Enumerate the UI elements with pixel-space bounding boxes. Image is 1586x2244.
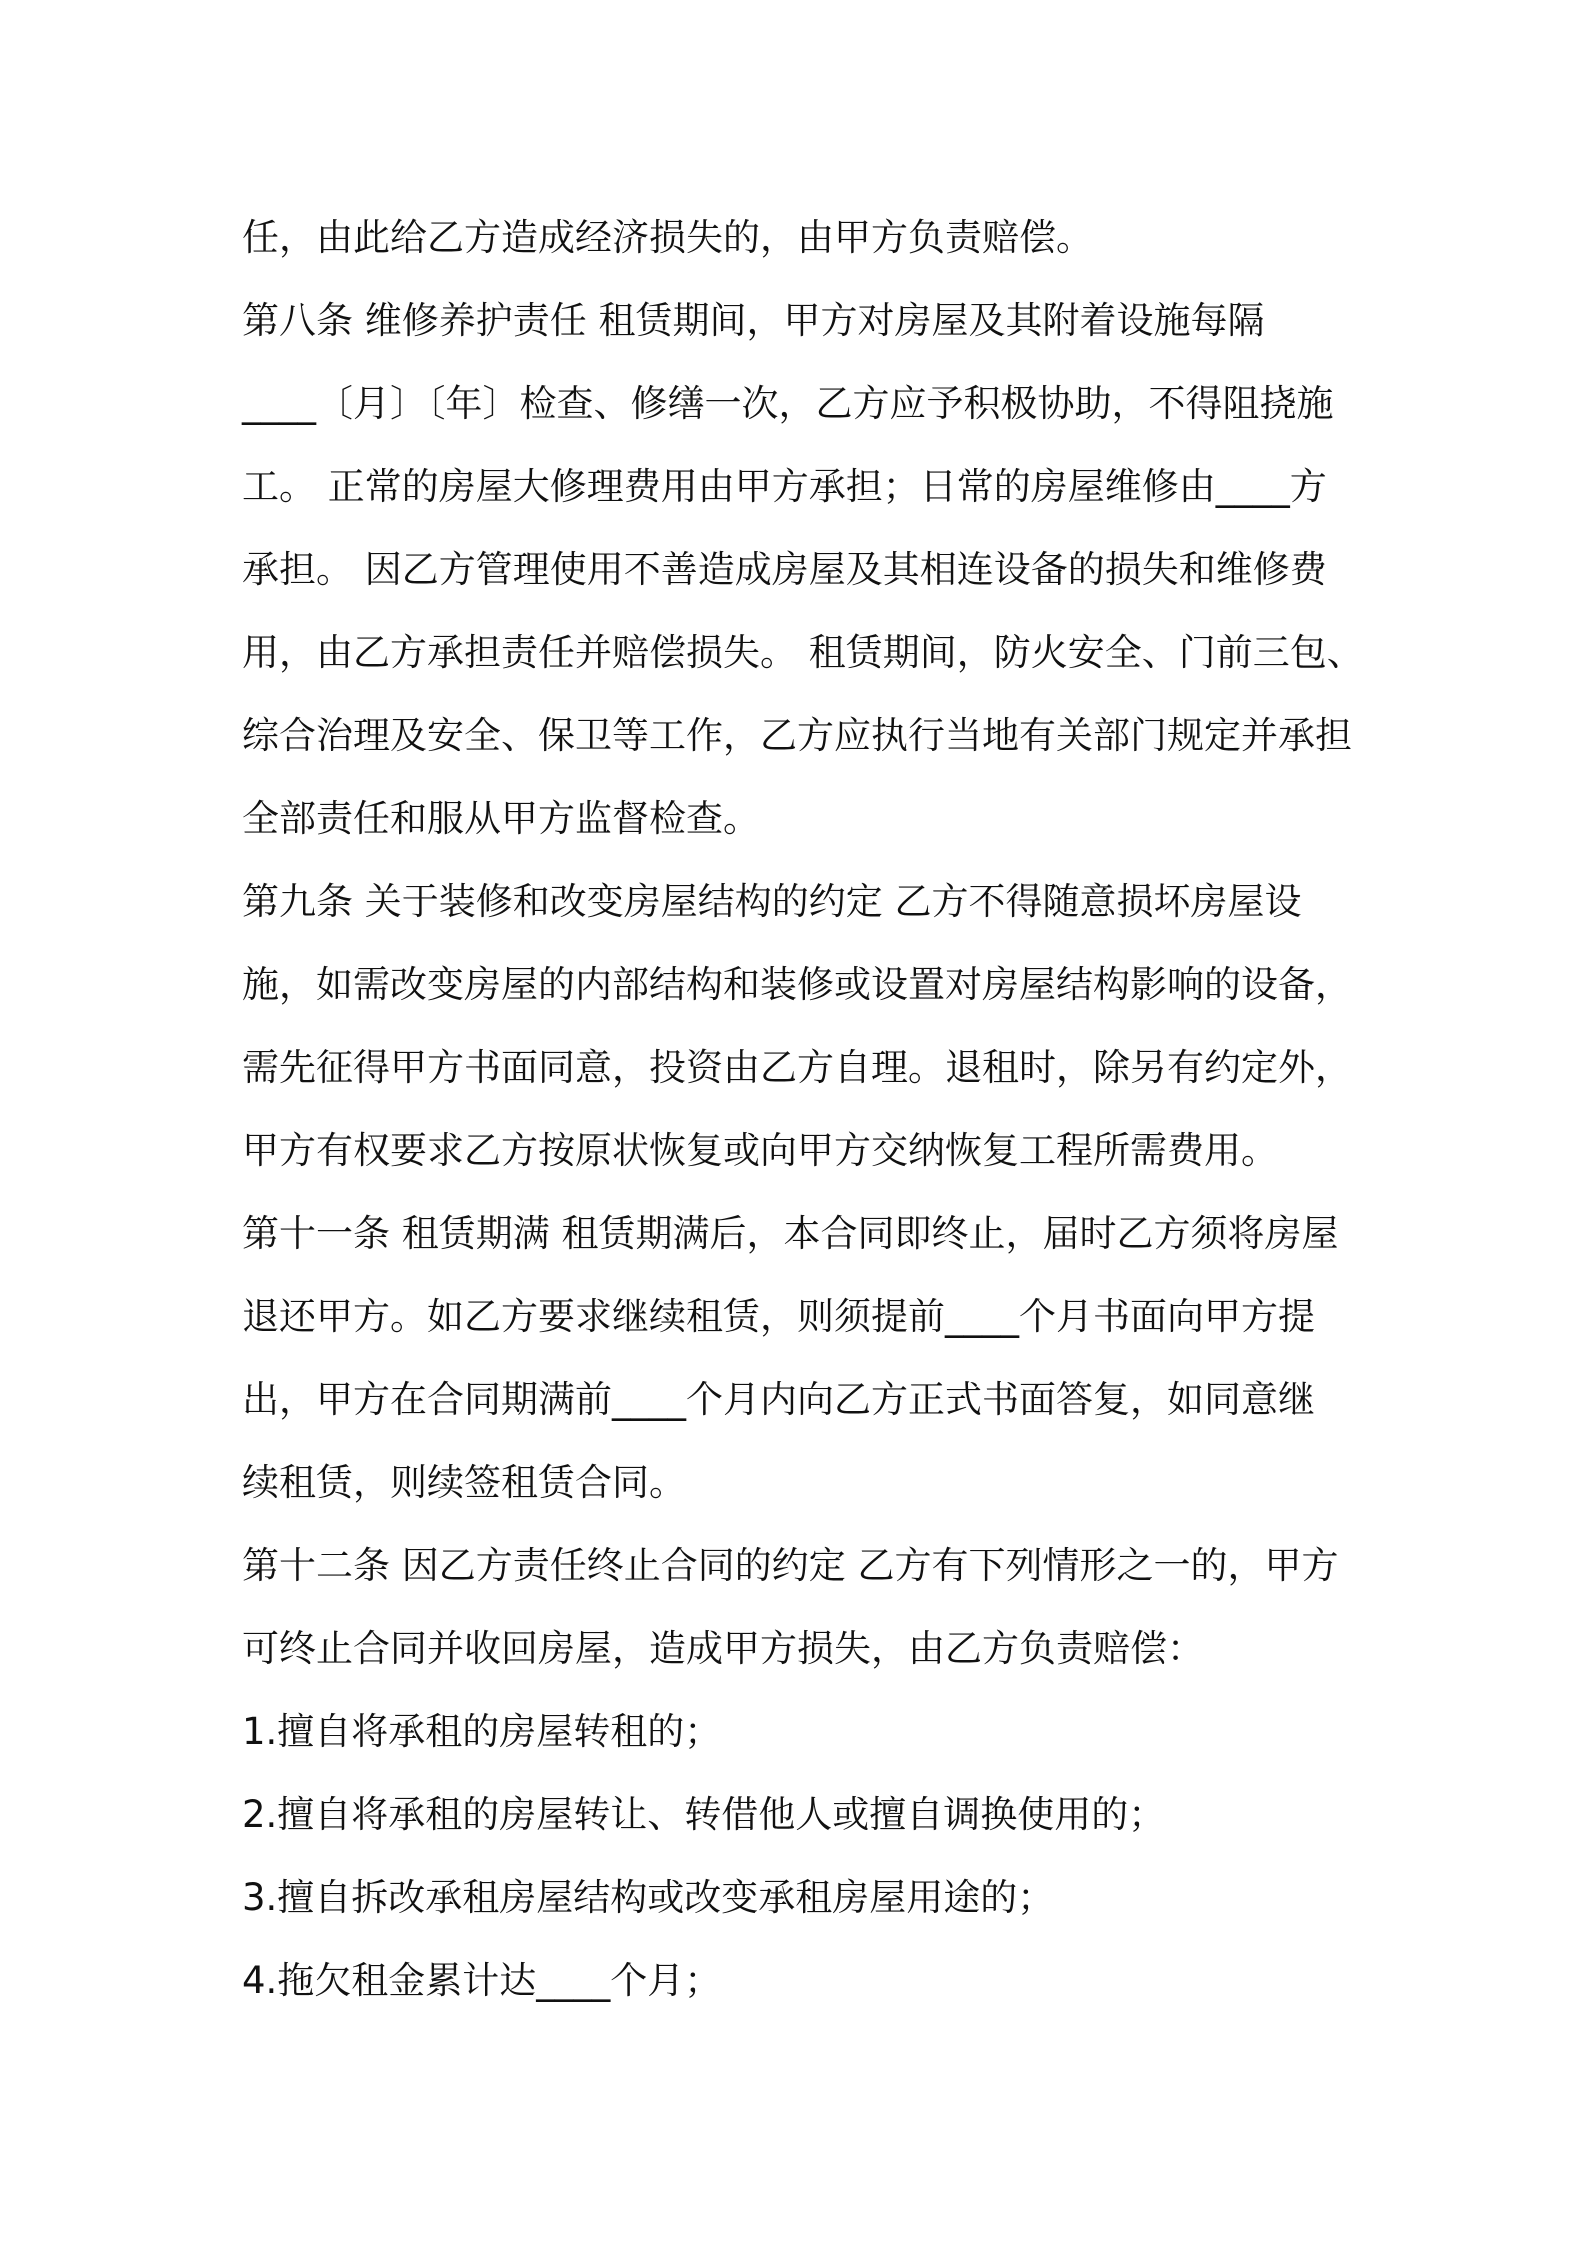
text-line: 用，由乙方承担责任并赔偿损失。 租赁期间，防火安全、门前三包、 — [242, 631, 1364, 674]
text-line: 3.擅自拆改承租房屋结构或改变承租房屋用途的； — [242, 1876, 1055, 1919]
text-line: 第十二条 因乙方责任终止合同的约定 乙方有下列情形之一的，甲方 — [242, 1544, 1339, 1587]
document-body — [242, 196, 1372, 2022]
text-line: 工。 正常的房屋大修理费用由甲方承担；日常的房屋维修由____方 — [242, 465, 1327, 508]
text-line: 出，甲方在合同期满前____个月内向乙方正式书面答复，如同意继 — [242, 1378, 1315, 1421]
text-line: 甲方有权要求乙方按原状恢复或向甲方交纳恢复工程所需费用。 — [242, 1129, 1278, 1172]
text-line: 承担。 因乙方管理使用不善造成房屋及其相连设备的损失和维修费 — [242, 548, 1327, 591]
text-line: 施，如需改变房屋的内部结构和装修或设置对房屋结构影响的设备， — [242, 963, 1352, 1006]
text-line: 续租赁，则续签租赁合同。 — [242, 1461, 686, 1504]
text-line: 任，由此给乙方造成经济损失的，由甲方负责赔偿。 — [242, 216, 1093, 259]
text-line: 第八条 维修养护责任 租赁期间，甲方对房屋及其附着设施每隔 — [242, 299, 1265, 342]
text-line: 需先征得甲方书面同意，投资由乙方自理。退租时，除另有约定外， — [242, 1046, 1352, 1089]
text-line: 第十一条 租赁期满 租赁期满后，本合同即终止，届时乙方须将房屋 — [242, 1212, 1339, 1255]
text-line: 全部责任和服从甲方监督检查。 — [242, 797, 760, 840]
text-line: 1.擅自将承租的房屋转租的； — [242, 1710, 722, 1753]
text-line: ____〔月〕〔年〕检查、修缮一次，乙方应予积极协助，不得阻挠施 — [242, 382, 1334, 425]
text-line: 第九条 关于装修和改变房屋结构的约定 乙方不得随意损坏房屋设 — [242, 880, 1302, 923]
text-line: 4.拖欠租金累计达____个月； — [242, 1959, 722, 2002]
text-line: 可终止合同并收回房屋，造成甲方损失，由乙方负责赔偿： — [242, 1627, 1204, 1670]
text-line: 退还甲方。如乙方要求继续租赁，则须提前____个月书面向甲方提 — [242, 1295, 1315, 1338]
text-line: 2.擅自将承租的房屋转让、转借他人或擅自调换使用的； — [242, 1793, 1166, 1836]
text-line: 综合治理及安全、保卫等工作，乙方应执行当地有关部门规定并承担 — [242, 714, 1352, 757]
